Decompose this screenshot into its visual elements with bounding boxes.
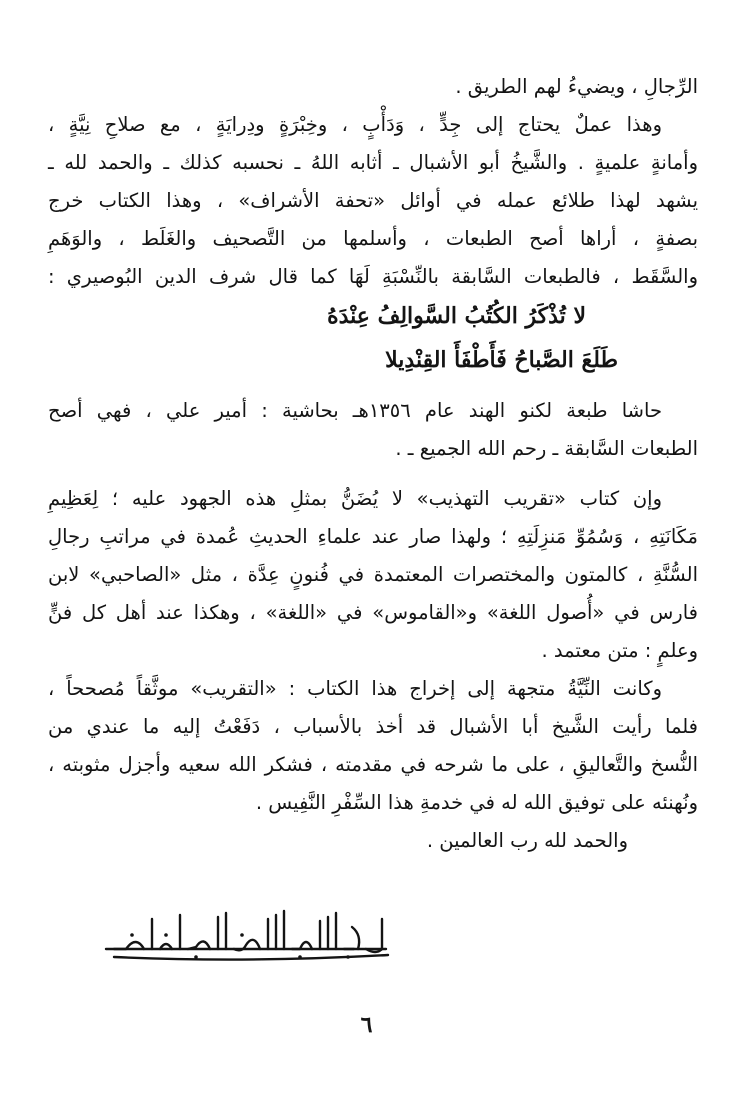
text-line: فلما رأيت الشَّيخ أبا الأشبال قد أخذ بالأسباب ، دَفَعْتُ إليه ما عندي من [48,715,698,738]
text-line: والسَّقَط ، فالطبعات السَّابقة بالنِّسْبَةِ لَهَا كما قال شرف الدين البُوصيري : [48,265,698,288]
page-number: ٦ [360,1012,373,1038]
calligraphic-signature [96,905,396,965]
text-line: النُّسخ والتَّعاليقِ ، على ما شرحه في مقدمته ، فشكر الله سعيه وأجزل مثوبته ، [48,753,698,776]
text-line: الطبعات السَّابقة ـ رحم الله الجميع ـ . [395,437,698,460]
text-line: حاشا طبعة لكنو الهند عام ١٣٥٦هـ بحاشية : أمير علي ، فهي أصح [48,399,662,422]
text-line: بصفةٍ ، أراها أصح الطبعات ، وأسلمها من التَّصحيف والغَلَط ، والوَهَمِ [48,227,698,250]
text-line: السُّنَّةِ ، كالمتون والمختصرات المعتمدة في فُنونٍ عِدَّة ، مثل «الصاحبي» لابن [48,563,698,586]
poem-verse-first-hemistich: لا تُذْكَرُ الكُتُبُ السَّوالِفُ عِنْدَهُ [327,303,586,329]
text-line: ونُهنئه على توفيق الله له في خدمةِ هذا السِّفْرِ النَّفِيس . [255,791,698,814]
signature-calligraphy-icon [96,905,396,965]
text-line: يشهد لهذا طلائع عمله في أوائل «تحفة الأشراف» ، وهذا الكتاب خرج [48,189,698,212]
closing-line: والحمد لله رب العالمين . [426,829,628,852]
text-line: الرِّجالِ ، ويضيءُ لهم الطريق . [455,75,698,98]
text-line: وإن كتاب «تقريب التهذيب» لا يُضَنُّ بمثلِ هذه الجهود عليه ؛ لِعَظِيمِ [48,487,662,510]
text-line: فارس في «أُصول اللغة» و«القاموس» في «اللغة» ، وهكذا عند أهل كل فنٍّ [48,601,698,624]
page-body [48,74,698,866]
poem-verse-second-hemistich: طَلَعَ الصَّباحُ فَأَطْفَأَ القِنْدِيلا [385,347,618,373]
text-line: وأمانةٍ علميةٍ . والشَّيخُ أبو الأشبال ـ أثابه اللهُ ـ نحسبه كذلك ـ والحمد لله ـ [48,151,698,174]
text-line: وعلمٍ : متن معتمد . [541,639,698,662]
text-line: وكانت النِّيَّةُ متجهة إلى إخراج هذا الكتاب : «التقريب» موثَّقاً مُصححاً ، [48,677,662,700]
text-line: وهذا عملٌ يحتاج إلى جِدٍّ ، وَدَأْبٍ ، وخِبْرَةٍ ودِرايَةٍ ، مع صلاحِ نِيَّةٍ ، [48,113,662,136]
text-line: مَكَانَتِهِ ، وَسُمُوِّ مَنزِلَتِهِ ؛ ولهذا صار عند علماءِ الحديثِ عُمدة في مراتبِ رجالِ [48,525,698,548]
